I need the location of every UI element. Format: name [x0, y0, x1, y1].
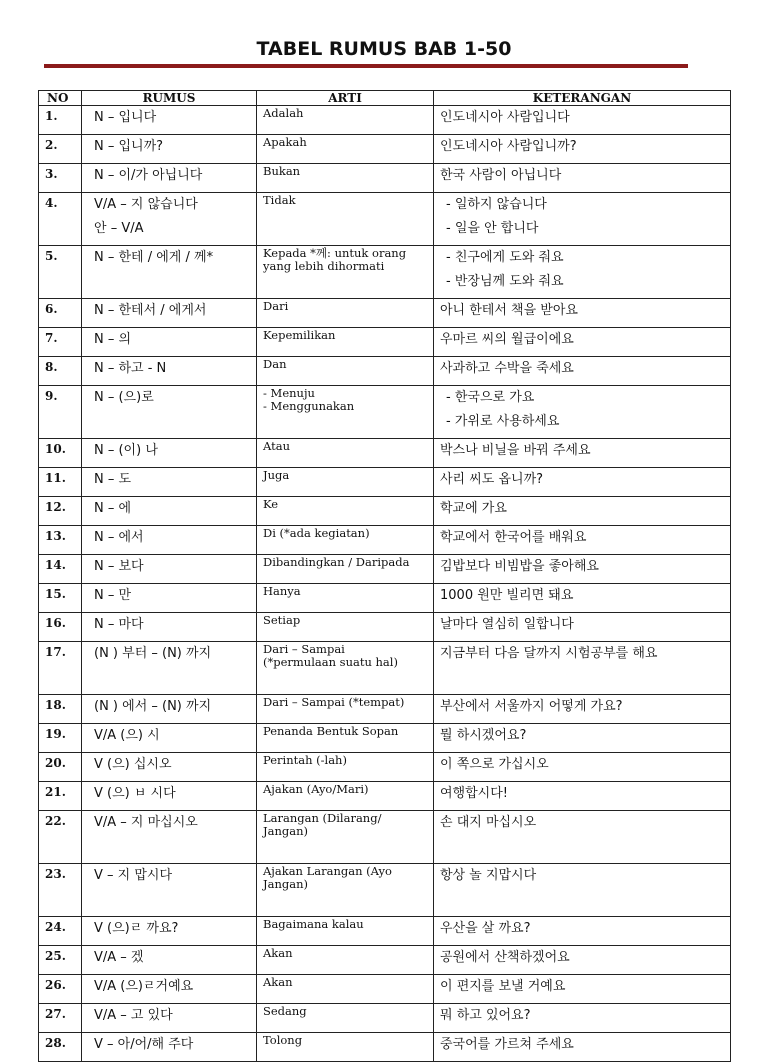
cell-keterangan: [434, 1033, 731, 1062]
cell-no: 1.: [39, 106, 82, 135]
cell-arti-line: Dibandingkan / Daripada: [263, 555, 410, 569]
cell-no: 26.: [39, 975, 82, 1004]
cell-arti: [257, 782, 434, 811]
cell-no: 25.: [39, 946, 82, 975]
cell-rumus-line: N – (이) 나: [94, 443, 158, 458]
cell-no: 5.: [39, 246, 82, 299]
cell-keterangan-line: - 친구에게 도와 줘요: [440, 246, 726, 270]
cell-keterangan: [434, 975, 731, 1004]
cell-arti-line: (*permulaan suatu hal): [263, 655, 398, 669]
cell-rumus: [82, 946, 257, 975]
cell-rumus-line: N – 이/가 아닙니다: [94, 168, 203, 183]
cell-keterangan-line: 인도네시아 사람입니까?: [440, 139, 577, 154]
table-body: [39, 106, 731, 1062]
table-row: [39, 864, 731, 917]
cell-keterangan-line: 중국어를 가르쳐 주세요: [440, 1037, 574, 1052]
cell-keterangan-line: 사과하고 수박을 죽세요: [440, 361, 574, 376]
cell-keterangan-line: - 일을 안 합니다: [440, 217, 726, 241]
cell-rumus-line: N – 에: [94, 501, 132, 516]
cell-keterangan-line: 뭐 하고 있어요?: [440, 1008, 531, 1023]
cell-rumus-line: V/A – 지 마십시오: [94, 815, 198, 830]
cell-no: 13.: [39, 526, 82, 555]
cell-no: 11.: [39, 468, 82, 497]
cell-arti-line: Atau: [263, 439, 290, 453]
cell-no: 28.: [39, 1033, 82, 1062]
cell-keterangan-line: 부산에서 서울까지 어떻게 가요?: [440, 699, 623, 714]
cell-arti-line: Setiap: [263, 613, 301, 627]
cell-no: 6.: [39, 299, 82, 328]
cell-keterangan-line: 이 편지를 보낼 거예요: [440, 979, 566, 994]
cell-rumus: [82, 864, 257, 917]
cell-rumus: [82, 246, 257, 299]
cell-keterangan-line: 지금부터 다음 달까지 시험공부를 해요: [440, 646, 658, 661]
cell-arti-line: Ajakan (Ayo/Mari): [263, 782, 369, 796]
cell-arti-line: Perintah (-lah): [263, 753, 347, 767]
cell-keterangan: [434, 782, 731, 811]
cell-rumus-line: N – 하고 - N: [94, 361, 167, 376]
cell-keterangan-line: 우마르 씨의 월급이에요: [440, 332, 574, 347]
cell-arti-line: - Menuju: [263, 387, 429, 400]
cell-rumus: [82, 975, 257, 1004]
table-row: [39, 164, 731, 193]
cell-keterangan: [434, 526, 731, 555]
cell-arti: [257, 497, 434, 526]
cell-keterangan-line: 학교에 가요: [440, 501, 507, 516]
table-row: [39, 811, 731, 864]
cell-arti: [257, 299, 434, 328]
cell-arti-line: Kepemilikan: [263, 328, 336, 342]
cell-rumus-line: V/A (으)ㄹ거예요: [94, 979, 194, 994]
cell-arti-line: Jangan): [263, 824, 308, 838]
cell-rumus: [82, 497, 257, 526]
cell-arti-line: Hanya: [263, 584, 301, 598]
table-row: [39, 1033, 731, 1062]
cell-keterangan: [434, 299, 731, 328]
cell-arti-line: Jangan): [263, 877, 308, 891]
cell-keterangan: [434, 724, 731, 753]
cell-rumus: [82, 386, 257, 439]
cell-no: 16.: [39, 613, 82, 642]
table-row: [39, 917, 731, 946]
cell-rumus-line: N – 한테서 / 에게서: [94, 303, 207, 318]
cell-keterangan-line: 뭘 하시겠어요?: [440, 728, 527, 743]
cell-arti: [257, 246, 434, 299]
cell-arti: [257, 1004, 434, 1033]
cell-keterangan-line: 아니 한테서 책을 받아요: [440, 303, 578, 318]
header-arti: ARTI: [257, 91, 434, 106]
cell-arti: [257, 386, 434, 439]
cell-rumus-line: V – 지 맙시다: [94, 868, 173, 883]
cell-keterangan: [434, 555, 731, 584]
table-row: [39, 975, 731, 1004]
cell-arti-line: Ajakan Larangan (Ayo: [263, 864, 392, 878]
cell-arti-line: Dari – Sampai: [263, 642, 345, 656]
cell-arti-line: Dari: [263, 299, 289, 313]
header-no: NO: [39, 91, 82, 106]
cell-arti: [257, 328, 434, 357]
cell-keterangan: [434, 193, 731, 246]
cell-arti: [257, 526, 434, 555]
cell-no: 4.: [39, 193, 82, 246]
cell-keterangan: [434, 386, 731, 439]
cell-keterangan-line: 이 쪽으로 가십시오: [440, 757, 549, 772]
cell-arti: [257, 439, 434, 468]
table-row: [39, 613, 731, 642]
cell-rumus-line: (N ) 에서 – (N) 까지: [94, 699, 212, 714]
cell-rumus: [82, 724, 257, 753]
table-row: [39, 526, 731, 555]
cell-rumus-line: N – 마다: [94, 617, 144, 632]
cell-arti: [257, 1033, 434, 1062]
cell-arti: [257, 811, 434, 864]
cell-rumus-line: V (으) ㅂ 시다: [94, 786, 176, 801]
cell-rumus-line: N – 입니까?: [94, 139, 164, 154]
table-row: [39, 468, 731, 497]
cell-arti: [257, 193, 434, 246]
table-header-row: [39, 91, 731, 106]
cell-rumus: [82, 1033, 257, 1062]
cell-rumus-line: V/A – 지 않습니다: [94, 197, 198, 212]
cell-arti-line: Apakah: [263, 135, 307, 149]
cell-arti: [257, 642, 434, 695]
cell-no: 9.: [39, 386, 82, 439]
cell-rumus-line: N – (으)로: [94, 390, 154, 405]
cell-arti: [257, 584, 434, 613]
cell-arti: [257, 975, 434, 1004]
page-title: TABEL RUMUS BAB 1-50: [256, 38, 512, 60]
cell-no: 21.: [39, 782, 82, 811]
cell-arti-line: Sedang: [263, 1004, 307, 1018]
cell-no: 24.: [39, 917, 82, 946]
cell-keterangan: [434, 439, 731, 468]
cell-rumus-line: N – 에서: [94, 530, 144, 545]
cell-keterangan-line: 항상 놀 지맙시다: [440, 868, 537, 883]
cell-rumus-line: V (으)ㄹ 까요?: [94, 921, 179, 936]
cell-no: 10.: [39, 439, 82, 468]
cell-no: 15.: [39, 584, 82, 613]
cell-rumus-line: 안 – V/A: [94, 221, 144, 236]
header-keterangan: KETERANGAN: [434, 91, 731, 106]
cell-arti-line: Bagaimana kalau: [263, 917, 364, 931]
cell-keterangan: [434, 497, 731, 526]
cell-keterangan-line: - 반장님께 도와 줘요: [440, 270, 726, 294]
table-row: [39, 497, 731, 526]
title-underline: [44, 64, 688, 68]
cell-keterangan: [434, 695, 731, 724]
cell-keterangan: [434, 946, 731, 975]
cell-rumus: [82, 1004, 257, 1033]
table-row: [39, 1004, 731, 1033]
cell-arti: [257, 753, 434, 782]
cell-arti: [257, 164, 434, 193]
cell-arti-line: Juga: [263, 468, 290, 482]
cell-keterangan: [434, 164, 731, 193]
cell-arti-line: Adalah: [263, 106, 304, 120]
cell-rumus-line: N – 보다: [94, 559, 144, 574]
cell-arti-line: Dari – Sampai (*tempat): [263, 695, 405, 709]
cell-rumus: [82, 642, 257, 695]
cell-arti: [257, 468, 434, 497]
table-row: [39, 106, 731, 135]
cell-keterangan: [434, 811, 731, 864]
cell-rumus-line: V – 아/어/해 주다: [94, 1037, 194, 1052]
cell-arti: [257, 555, 434, 584]
cell-keterangan: [434, 864, 731, 917]
cell-keterangan-line: 한국 사람이 아닙니다: [440, 168, 562, 183]
cell-rumus: [82, 135, 257, 164]
cell-no: 12.: [39, 497, 82, 526]
cell-keterangan: [434, 328, 731, 357]
cell-arti: [257, 724, 434, 753]
cell-rumus: [82, 613, 257, 642]
cell-keterangan: [434, 468, 731, 497]
cell-keterangan: [434, 246, 731, 299]
table-row: [39, 135, 731, 164]
cell-arti-line: Dan: [263, 357, 287, 371]
cell-arti: [257, 135, 434, 164]
cell-keterangan: [434, 1004, 731, 1033]
cell-keterangan: [434, 642, 731, 695]
cell-keterangan-line: - 한국으로 가요: [440, 386, 726, 410]
cell-rumus-line: (N ) 부터 – (N) 까지: [94, 646, 212, 661]
cell-keterangan-line: 손 대지 마십시오: [440, 815, 537, 830]
cell-rumus: [82, 811, 257, 864]
cell-rumus: [82, 526, 257, 555]
cell-arti-line: - Menggunakan: [263, 400, 429, 413]
cell-arti: [257, 917, 434, 946]
cell-rumus-line: N – 한테 / 에게 / 께*: [94, 250, 214, 265]
cell-rumus-line: N – 도: [94, 472, 132, 487]
cell-keterangan-line: - 가위로 사용하세요: [440, 410, 726, 434]
cell-keterangan-line: 날마다 열심히 일합니다: [440, 617, 574, 632]
table-row: [39, 193, 731, 246]
cell-rumus-line: N – 만: [94, 588, 132, 603]
cell-arti-line: Penanda Bentuk Sopan: [263, 724, 399, 738]
cell-rumus: [82, 917, 257, 946]
cell-no: 8.: [39, 357, 82, 386]
cell-keterangan-line: 우산을 살 까요?: [440, 921, 531, 936]
cell-arti-line: Di (*ada kegiatan): [263, 526, 370, 540]
cell-rumus: [82, 328, 257, 357]
table-row: [39, 386, 731, 439]
table-row: [39, 782, 731, 811]
cell-keterangan-line: 공원에서 산책하겠어요: [440, 950, 570, 965]
cell-no: 19.: [39, 724, 82, 753]
cell-rumus-line: V/A – 고 있다: [94, 1008, 173, 1023]
cell-arti-line: yang lebih dihormati: [263, 259, 385, 273]
cell-keterangan: [434, 357, 731, 386]
cell-keterangan: [434, 917, 731, 946]
cell-keterangan-line: 박스나 비닐을 바꿔 주세요: [440, 443, 591, 458]
table-row: [39, 299, 731, 328]
cell-arti-line: Larangan (Dilarang/: [263, 811, 382, 825]
cell-no: 14.: [39, 555, 82, 584]
cell-arti-line: Akan: [263, 975, 293, 989]
cell-rumus: [82, 468, 257, 497]
cell-rumus: [82, 695, 257, 724]
cell-no: 3.: [39, 164, 82, 193]
cell-no: 7.: [39, 328, 82, 357]
cell-no: 18.: [39, 695, 82, 724]
table-row: [39, 724, 731, 753]
cell-rumus: [82, 193, 257, 246]
cell-rumus: [82, 782, 257, 811]
cell-rumus: [82, 555, 257, 584]
table-row: [39, 246, 731, 299]
cell-arti: [257, 695, 434, 724]
cell-arti-line: Tolong: [263, 1033, 303, 1047]
cell-rumus-line: V (으) 십시오: [94, 757, 172, 772]
cell-keterangan-line: 1000 원만 빌리면 돼요: [440, 588, 574, 603]
table-row: [39, 946, 731, 975]
cell-no: 2.: [39, 135, 82, 164]
cell-no: 17.: [39, 642, 82, 695]
table-row: [39, 439, 731, 468]
table-row: [39, 555, 731, 584]
cell-keterangan: [434, 106, 731, 135]
table-row: [39, 695, 731, 724]
cell-keterangan: [434, 584, 731, 613]
cell-keterangan-line: 학교에서 한국어를 배워요: [440, 530, 587, 545]
cell-rumus: [82, 753, 257, 782]
cell-arti: [257, 946, 434, 975]
cell-rumus-line: N – 의: [94, 332, 132, 347]
cell-keterangan: [434, 613, 731, 642]
cell-no: 22.: [39, 811, 82, 864]
cell-rumus-line: V/A (으) 시: [94, 728, 160, 743]
table-row: [39, 642, 731, 695]
cell-arti-line: Ke: [263, 497, 279, 511]
cell-keterangan-line: 인도네시아 사람입니다: [440, 110, 570, 125]
cell-rumus: [82, 164, 257, 193]
table-row: [39, 584, 731, 613]
cell-rumus: [82, 299, 257, 328]
cell-no: 23.: [39, 864, 82, 917]
formula-table: [38, 90, 731, 1062]
cell-arti: [257, 357, 434, 386]
cell-rumus-line: N – 입니다: [94, 110, 157, 125]
cell-arti: [257, 864, 434, 917]
cell-arti: [257, 106, 434, 135]
cell-keterangan-line: 사리 씨도 옵니까?: [440, 472, 544, 487]
cell-rumus: [82, 357, 257, 386]
table-row: [39, 357, 731, 386]
header-rumus: RUMUS: [82, 91, 257, 106]
cell-arti-line: Bukan: [263, 164, 301, 178]
cell-keterangan: [434, 135, 731, 164]
cell-rumus: [82, 584, 257, 613]
cell-keterangan-line: - 일하지 않습니다: [440, 193, 726, 217]
cell-arti-line: Akan: [263, 946, 293, 960]
cell-arti-line: Tidak: [263, 193, 296, 207]
cell-arti: [257, 613, 434, 642]
cell-keterangan-line: 김밥보다 비빔밥을 좋아해요: [440, 559, 599, 574]
cell-arti-line: Kepada *께: untuk orang: [263, 246, 407, 260]
table-row: [39, 328, 731, 357]
cell-rumus: [82, 106, 257, 135]
cell-no: 20.: [39, 753, 82, 782]
cell-no: 27.: [39, 1004, 82, 1033]
cell-keterangan-line: 여행합시다!: [440, 786, 509, 801]
table-row: [39, 753, 731, 782]
cell-rumus-line: V/A – 겠: [94, 950, 144, 965]
cell-keterangan: [434, 753, 731, 782]
cell-rumus: [82, 439, 257, 468]
